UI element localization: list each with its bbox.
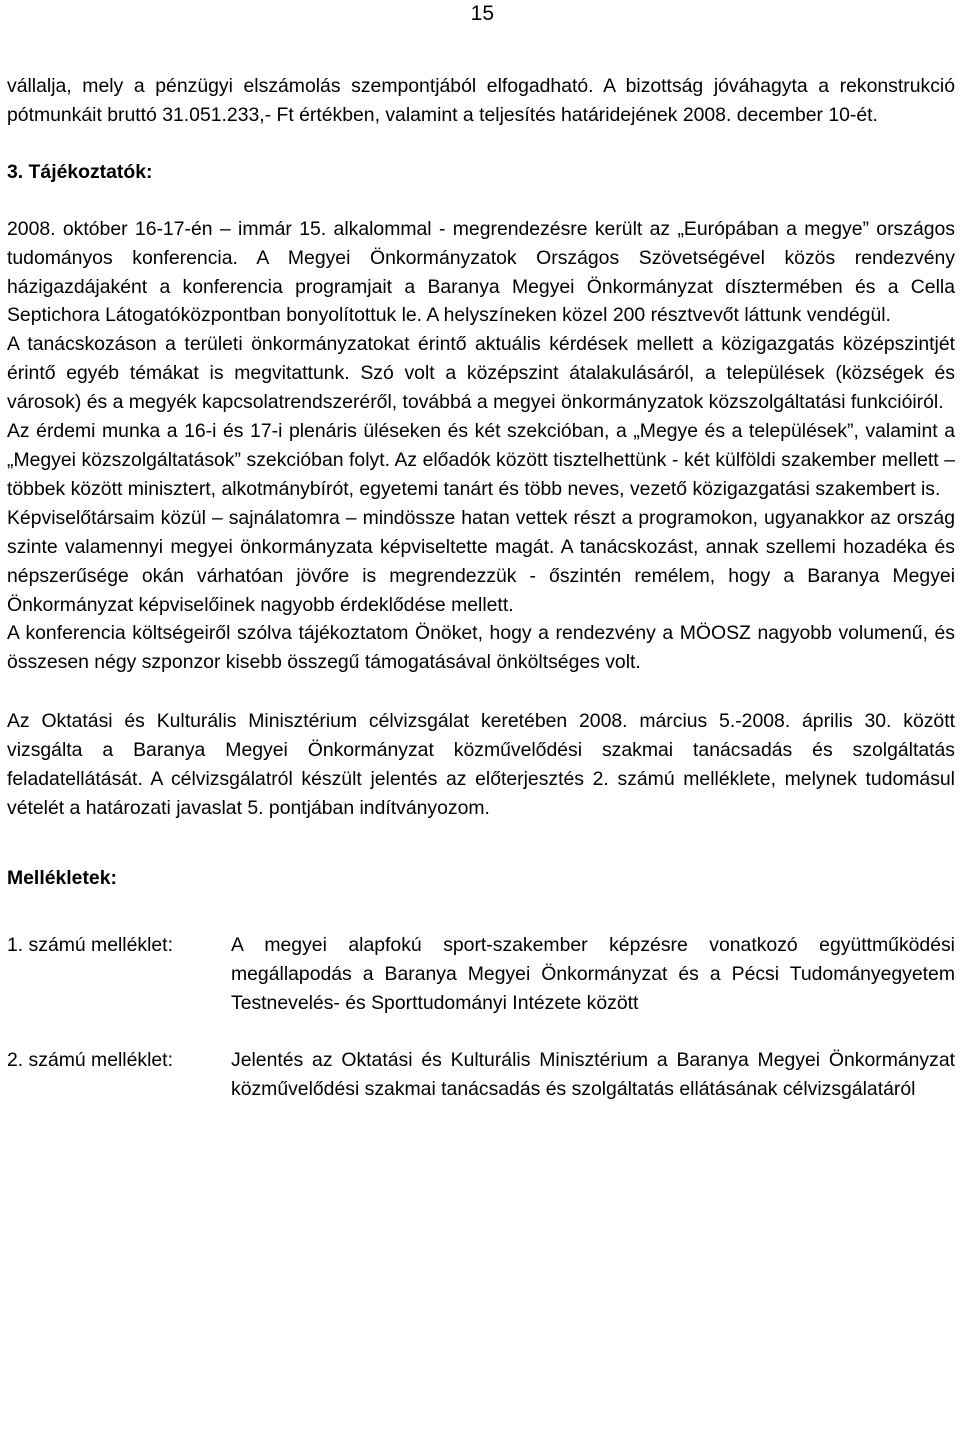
attachment-item [7, 1046, 955, 1104]
attachment-description: Jelentés az Oktatási és Kulturális Minisztérium a Baranya Megyei Önkormányzat közművelődési szakmai tanácsadás és szolgáltatás ellátásának célvizsgálatáról [231, 1049, 955, 1101]
paragraph-konferencia: 2008. október 16-17-én – immár 15. alkalommal - megrendezésre került az „Európában a megye” országos tudományos konferencia. A Megyei Önkormányzatok Országos Szövetségével közös rendezvény házigazdájaként a konferencia programjait a Baranya Megyei Önkormányzat dísztermében és a Cella Septichora Látogatóközpontban bonyolítottuk le. A helyszíneken közel 200 résztvevőt láttunk vendégül. [7, 217, 955, 327]
attachment-item [7, 931, 955, 1018]
paragraph-bizottsag: vállalja, mely a pénzügyi elszámolás szempontjából elfogadható. A bizottság jóváhagyta a rekonstrukció pótmunkáit bruttó 31.051.233,- Ft értékben, valamint a teljesítés határidejének 2008. december 10-ét. [7, 75, 955, 126]
paragraph-kepviselotarsaim: Képviselőtársaim közül – sajnálatomra – mindössze hatan vettek részt a programokon, ugyanakkor az ország szinte valamennyi megyei önkormányzata képviseltette magát. A tanácskozást, annak szellemi hozadéka és népszerűsége okán várhatóan jövőre is megrendezzük - őszintén remélem, hogy a Baranya Megyei Önkormányzat képviselőinek nagyobb érdeklődése mellett. [7, 506, 955, 616]
paragraph-koltsegek: A konferencia költségeiről szólva tájékoztatom Önöket, hogy a rendezvény a MÖOSZ nagyobb volumenű, és összesen négy szponzor kisebb összegű támogatásával önköltséges volt. [7, 622, 955, 674]
attachment-label: 1. számú melléklet: [7, 933, 173, 956]
paragraph-tanacskozas: A tanácskozáson a területi önkormányzatokat érintő aktuális kérdések mellett a közigazgatás középszintjét érintő egyéb témákat is megvitattunk. Szó volt a középszint átalakulásáról, a települések (községek és városok) és a megyék kapcsolatrendszeréről, továbbá a megyei önkormányzatok közszolgáltatási funkcióiról. [7, 333, 955, 414]
paragraph-celvizsgalat: Az Oktatási és Kulturális Minisztérium célvizsgálat keretében 2008. március 5.-2008. április 30. között vizsgálta a Baranya Megyei Önkormányzat közművelődési szakmai tanácsadás és szolgáltatás feladatellátását. A célvizsgálatról készült jelentés az előterjesztés 2. számú melléklete, melynek tudomásul vételét a határozati javaslat 5. pontjában indítványozom. [7, 710, 955, 819]
attachment-description: A megyei alapfokú sport-szakember képzésre vonatkozó együttműködési megállapodás a Baranya Megyei Önkormányzat és a Pécsi Tudományegyetem Testnevelés- és Sporttudományi Intézete között [231, 933, 955, 1014]
page-number: 15 [470, 2, 494, 25]
paragraph-erdemi-munka: Az érdemi munka a 16-i és 17-i plenáris üléseken és két szekcióban, a „Megye és a települések”, valamint a „Megyei közszolgáltatások” szekcióban folyt. Az előadók között tisztelhettünk - két külföldi szakember mellett – többek között minisztert, alkotmánybírót, egyetemi tanárt és több neves, vezető közigazgatási szakembert is. [7, 420, 955, 500]
attachments-heading: Mellékletek: [7, 866, 117, 889]
section-heading-tajekoztatok: 3. Tájékoztatók: [7, 160, 153, 183]
document-body [7, 72, 955, 1104]
attachment-label: 2. számú melléklet: [7, 1049, 173, 1072]
